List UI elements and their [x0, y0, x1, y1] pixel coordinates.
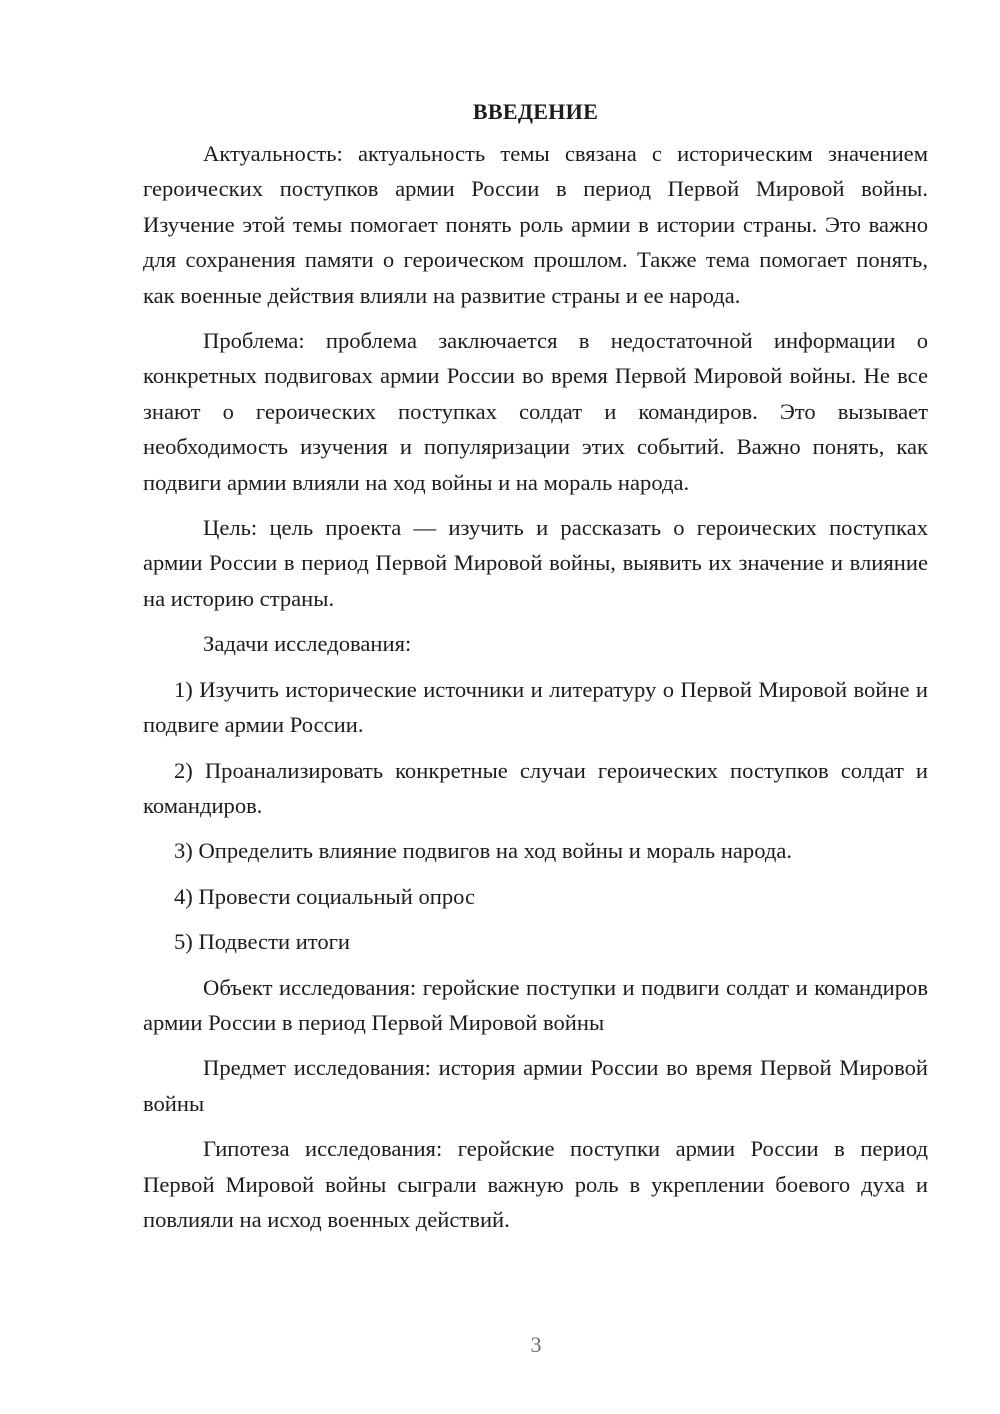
task-item-1: 1) Изучить исторические источники и литературу о Первой Мировой войне и подвиге армии России.	[143, 676, 928, 738]
task-item-5: 5) Подвести итоги	[174, 929, 351, 955]
paragraph-object: Объект исследования: геройские поступки и подвиги солдат и командиров армии России в период Первой Мировой войны	[143, 974, 928, 1035]
tasks-heading: Задачи исследования:	[203, 631, 412, 657]
task-item-4: 4) Провести социальный опрос	[174, 883, 476, 909]
paragraph-hypothesis: Гипотеза исследования: геройские поступки армии России в период Первой Мировой войны сыграли важную роль в укреплении боевого духа и повлияли на исход военных действий.	[143, 1136, 928, 1232]
paragraph-subject: Предмет исследования: история армии России во время Первой Мировой войны	[143, 1055, 928, 1116]
page-content	[143, 90, 928, 1247]
task-item-3: 3) Определить влияние подвигов на ход войны и мораль народа.	[174, 838, 793, 864]
paragraph-relevance: Актуальность: актуальность темы связана с историческим значением героических поступков армии России в период Первой Мировой войны. Изучение этой темы помогает понять роль армии в истории страны. Это важно для сохранения памяти о героическом прошлом. Также тема помогает понять, как военные действия влияли на развитие страны и ее народа.	[143, 141, 928, 308]
section-title: ВВЕДЕНИЕ	[472, 99, 599, 124]
paragraph-goal: Цель: цель проекта — изучить и рассказать о героических поступках армии России в период Первой Мировой войны, выявить их значение и влияние на историю страны.	[143, 515, 928, 611]
task-item-2: 2) Проанализировать конкретные случаи героических поступков солдат и командиров.	[143, 757, 928, 818]
page-number: 3	[530, 1332, 542, 1357]
paragraph-problem: Проблема: проблема заключается в недостаточной информации о конкретных подвиговах армии России во время Первой Мировой войны. Не все знают о героических поступках солдат и командиров. Это вызывает необходимость изучения и популяризации этих событий. Важно понять, как подвиги армии влияли на ход войны и на мораль народа.	[143, 328, 928, 495]
